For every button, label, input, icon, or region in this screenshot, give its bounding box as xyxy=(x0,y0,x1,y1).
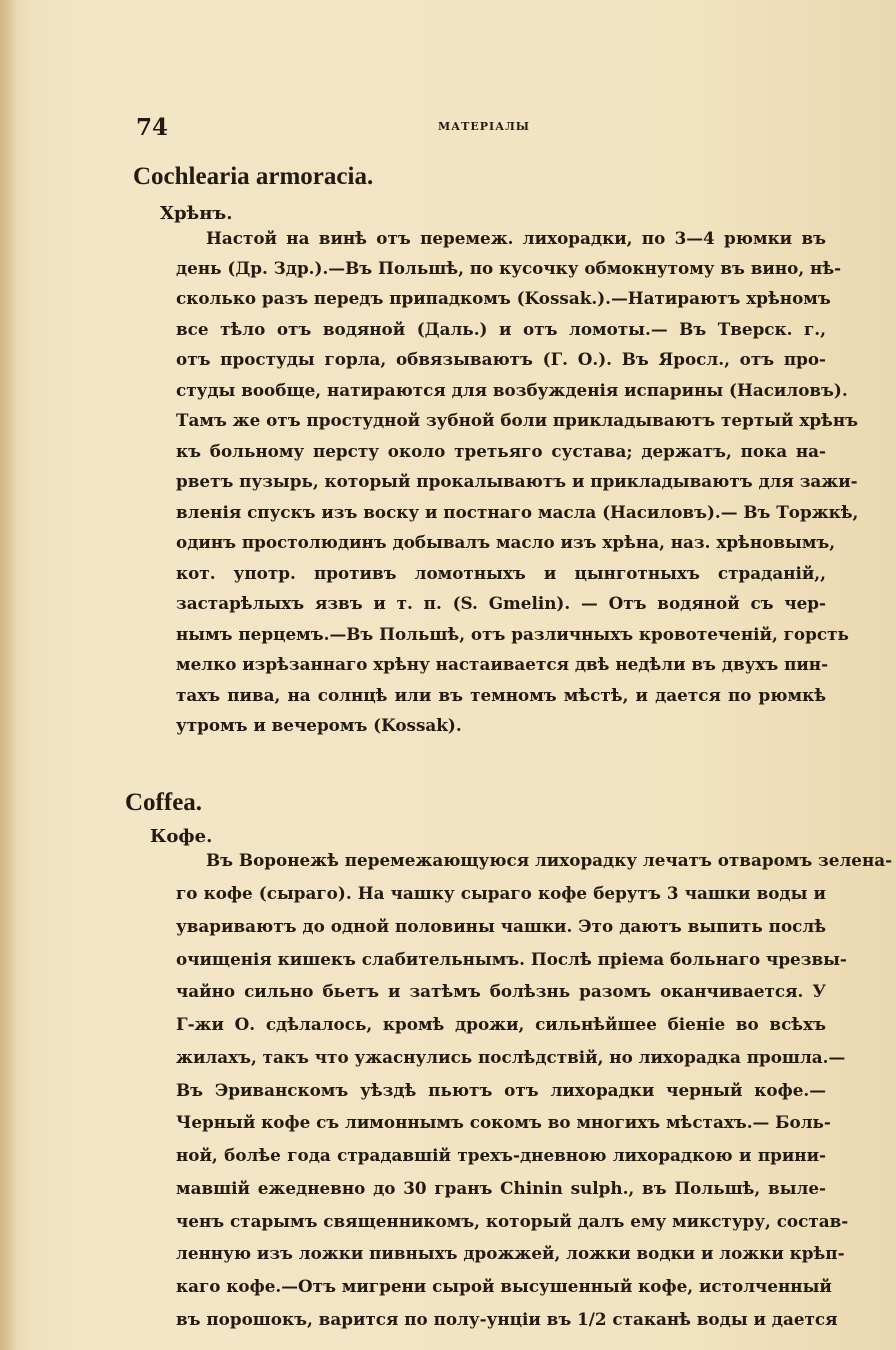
text-line: нымъ перцемъ.—Въ Польшѣ, отъ различныхъ кровотеченій, горсть xyxy=(176,624,849,644)
text-line: тахъ пива, на солнцѣ или въ темномъ мѣстѣ, и дается по рюмкѣ xyxy=(176,685,826,705)
entry-russian-name: Кофе. xyxy=(150,826,213,847)
text-line: Въ Воронежѣ перемежающуюся лихорадку лечатъ отваромъ зелена- xyxy=(206,850,893,870)
text-line: ленную изъ ложки пивныхъ дрожжей, ложки водки и ложки крѣп- xyxy=(176,1243,845,1263)
text-line: къ больному персту около третьяго сустава; держатъ, пока на- xyxy=(176,441,826,461)
text-line: рветъ пузырь, который прокалываютъ и прикладываютъ для зажи- xyxy=(176,471,858,491)
text-line: очищенія кишекъ слабительнымъ. Послѣ пріема больнаго чрезвы- xyxy=(176,949,847,969)
text-line: утромъ и вечеромъ (Kossak). xyxy=(176,715,462,735)
text-line: мавшій ежедневно до 30 гранъ Chinin sulph., въ Польшѣ, выле- xyxy=(176,1178,826,1198)
page-number: 74 xyxy=(136,114,169,141)
text-line: вленія спускъ изъ воску и постнаго масла (Насиловъ).— Въ Торжкѣ, xyxy=(176,502,859,522)
page-spine-shadow xyxy=(0,0,16,1350)
running-head: МАТЕРІАЛЫ xyxy=(438,120,531,133)
text-line: въ порошокъ, варится по полу-унціи въ 1/2 стаканѣ воды и дается xyxy=(176,1309,838,1329)
text-line: кот. употр. противъ ломотныхъ и цынготныхъ страданій,, xyxy=(176,563,826,583)
text-line: чайно сильно бьетъ и затѣмъ болѣзнь разомъ оканчивается. У xyxy=(176,981,826,1001)
entry-russian-name: Хрѣнъ. xyxy=(160,203,233,224)
text-line: одинъ простолюдинъ добывалъ масло изъ хрѣна, наз. хрѣновымъ, xyxy=(176,532,836,552)
text-line: сколько разъ передъ припадкомъ (Kossak.).—Натираютъ хрѣномъ xyxy=(176,288,831,308)
entry-latin-name: Cochlearia armoracia. xyxy=(133,163,374,190)
text-line: Тамъ же отъ простудной зубной боли прикладываютъ тертый хрѣнъ xyxy=(176,410,859,430)
entry-latin-name: Coffea. xyxy=(125,789,203,816)
text-line: увариваютъ до одной половины чашки. Это даютъ выпить послѣ xyxy=(176,916,826,936)
text-line: отъ простуды горла, обвязываютъ (Г. О.). Въ Яросл., отъ про- xyxy=(176,349,826,369)
text-line: Настой на винѣ отъ перемеж. лихорадки, по 3—4 рюмки въ xyxy=(206,228,826,248)
text-line: ченъ старымъ священникомъ, который далъ ему микстуру, состав- xyxy=(176,1211,849,1231)
text-line: день (Др. Здр.).—Въ Польшѣ, по кусочку обмокнутому въ вино, нѣ- xyxy=(176,258,842,278)
text-line: ной, болѣе года страдавшій трехъ-дневною лихорадкою и прини- xyxy=(176,1145,826,1165)
text-line: каго кофе.—Отъ мигрени сырой высушенный кофе, истолченный xyxy=(176,1276,832,1296)
text-line: Черный кофе съ лимоннымъ сокомъ во многихъ мѣстахъ.— Боль- xyxy=(176,1112,831,1132)
page-header xyxy=(0,114,896,144)
text-line: Г-жи О. сдѣлалось, кромѣ дрожи, сильнѣйшее біеніе во всѣхъ xyxy=(176,1014,826,1034)
text-line: жилахъ, такъ что ужаснулись послѣдствій, но лихорадка прошла.— xyxy=(176,1047,846,1067)
text-line: Въ Эриванскомъ уѣздѣ пьютъ отъ лихорадки черный кофе.— xyxy=(176,1080,826,1100)
text-line: го кофе (сыраго). На чашку сыраго кофе берутъ 3 чашки воды и xyxy=(176,883,826,903)
text-line: мелко изрѣзаннаго хрѣну настаивается двѣ недѣли въ двухъ пин- xyxy=(176,654,829,674)
text-line: студы вообще, натираются для возбужденія испарины (Насиловъ). xyxy=(176,380,848,400)
text-line: застарѣлыхъ язвъ и т. п. (S. Gmelin). — Отъ водяной съ чер- xyxy=(176,593,826,613)
text-line: все тѣло отъ водяной (Даль.) и отъ ломоты.— Въ Тверск. г., xyxy=(176,319,826,339)
